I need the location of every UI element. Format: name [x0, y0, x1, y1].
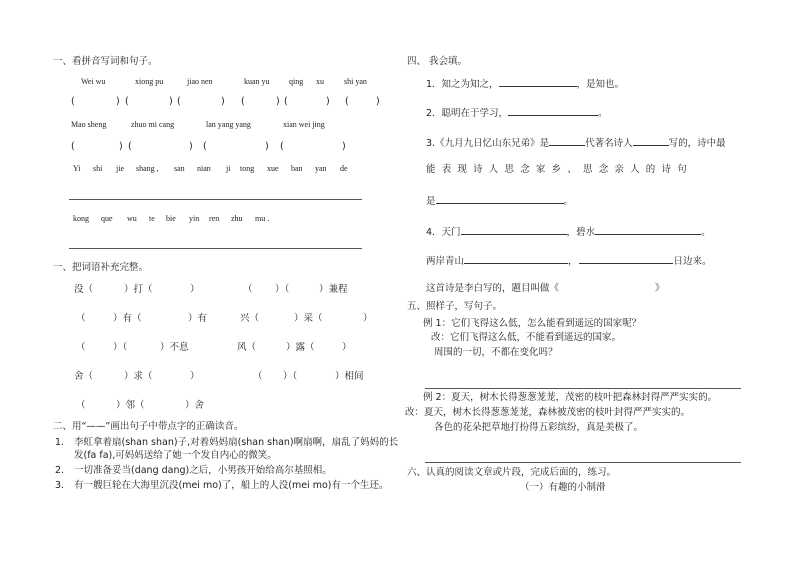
idiom-fragment: ）: [190, 284, 200, 295]
sentence-pinyin: zhu: [231, 214, 243, 223]
idiom-fragment: （: [76, 313, 86, 324]
idiom-fragment: ）兼程: [319, 284, 348, 295]
paren: (: [280, 141, 284, 152]
blank[interactable]: [633, 136, 669, 146]
idiom-fragment: 兴（: [240, 313, 260, 324]
idiom-fragment: 舍（: [74, 371, 94, 382]
paren: (: [71, 96, 75, 107]
pinyin-8: Mao sheng: [71, 120, 107, 129]
idiom-fragment: （: [76, 400, 86, 411]
idiom-fragment: ）舍: [185, 400, 205, 411]
fill-q4: 4．天门 ，碧水 。: [426, 227, 711, 238]
idiom-fragment: ）（: [113, 342, 128, 353]
pinyin-10: lan yang yang: [206, 120, 251, 129]
idiom-fragment: ）: [363, 313, 373, 324]
answer-line-1[interactable]: [69, 199, 362, 200]
paren: (: [345, 96, 349, 107]
example-2-change: 改：夏天，树木长得葱葱茏茏，森林被茂密的枝叶封得严严实实的。: [405, 407, 691, 418]
item-text: 李虹拿着扇(shan shan)子,对着妈妈扇(shan shan)啊扇啊，扇乱了妈妈的长: [74, 437, 399, 448]
example-1-change: 改：它们飞得这么低，不能看到遥远的国家。: [431, 332, 622, 343]
sentence-pinyin: shi: [93, 164, 103, 173]
blank[interactable]: [461, 225, 567, 235]
idiom-fragment: ）不息: [160, 342, 189, 353]
answer-line-2[interactable]: [69, 248, 362, 249]
idiom-fragment: ）打（: [124, 284, 153, 295]
blank[interactable]: [579, 254, 673, 264]
paren: ): [276, 96, 280, 107]
sentence-pinyin: yan: [315, 164, 327, 173]
idiom-fragment: 没（: [74, 284, 94, 295]
idiom-fragment: ）邻（: [116, 400, 145, 411]
fill-q4-line2: 两岸青山 ， 日边来。: [426, 256, 712, 267]
sentence-pinyin: bie: [166, 214, 176, 223]
paren: ): [221, 96, 225, 107]
paren: ): [265, 141, 269, 152]
paren: (: [177, 96, 181, 107]
item-number: 1.: [55, 437, 65, 448]
item-text: 发(fa fa),可妈妈送给了她一个发自内心的微笑。: [74, 450, 277, 461]
blank[interactable]: [499, 77, 577, 87]
paren: ): [189, 141, 193, 152]
pinyin-3: jiao nen: [187, 77, 213, 86]
sentence-pinyin: shang ,: [136, 164, 159, 173]
paren: (: [125, 96, 129, 107]
section-5-title: 五、照样子，写句子。: [407, 301, 503, 312]
sentence-pinyin: tong: [240, 164, 255, 173]
fill-q3-line3: 是 。: [426, 196, 574, 207]
paren: ): [119, 141, 123, 152]
sentence-pinyin: xue: [267, 164, 279, 173]
idiom-fragment: ）露（: [286, 342, 315, 353]
example-2: 例 2：夏天，树木长得葱葱茏茏，茂密的枝叶把森林封得严严实实的。: [423, 392, 718, 403]
paren: ): [169, 96, 173, 107]
fill-q1: 1．知之为知之， ，是知也。: [426, 79, 625, 90]
example-1: 例 1：它们飞得这么低，怎么能看到遥远的国家呢？: [423, 318, 642, 329]
fill-q3: 3.《九月九日忆山东兄弟》是 代著名诗人 写的，诗中最: [426, 138, 726, 149]
blank[interactable]: [549, 136, 585, 146]
idiom-fragment: （: [253, 371, 263, 382]
paren: ): [326, 96, 330, 107]
sentence-pinyin: ren: [209, 214, 220, 223]
pinyin-7: shi yan: [344, 77, 367, 86]
pinyin-2: xiong pu: [135, 77, 164, 86]
idiom-fragment: ）（: [275, 284, 290, 295]
idiom-fragment: ）（: [283, 371, 298, 382]
section-3-title: 二、用“——”画出句子中带点字的正确读音。: [53, 421, 244, 432]
pinyin-1: Wei wu: [81, 77, 106, 86]
section-2-title: 一、把词语补充完整。: [53, 262, 149, 273]
blank[interactable]: [595, 225, 701, 235]
idiom-fragment: （: [76, 342, 86, 353]
sentence-pinyin: san: [174, 164, 185, 173]
sentence-pinyin: ban: [291, 164, 303, 173]
question-2: 各色的花朵把草地打扮得五彩缤纷，真是美极了。: [434, 422, 644, 433]
item-number: 3.: [55, 480, 65, 491]
item-text: 一切准备妥当(dang dang)之后，小男孩开始给高尔基照相。: [74, 465, 332, 476]
fill-q2: 2．聪明在于学习， 。: [426, 108, 608, 119]
sentence-pinyin: kong: [73, 214, 89, 223]
blank[interactable]: [464, 254, 568, 264]
blank[interactable]: [436, 194, 564, 204]
question-1: 周围的一切，不都在变化吗？: [434, 347, 558, 358]
answer-line-q1[interactable]: [425, 388, 741, 389]
item-text: 有一艘巨轮在大海里沉没(mei mo)了，船上的人没(mei mo)有一个生还。: [74, 480, 389, 491]
item-number: 2.: [55, 465, 65, 476]
idiom-fragment: ）求（: [124, 371, 153, 382]
paren: (: [203, 141, 207, 152]
idiom-fragment: 风（: [237, 342, 257, 353]
pinyin-9: zhuo mi cang: [131, 120, 175, 129]
idiom-fragment: ）有（: [113, 313, 142, 324]
paren: (: [71, 141, 75, 152]
idiom-fragment: ）相间: [335, 371, 364, 382]
paren: ): [342, 141, 346, 152]
sentence-pinyin: Yi: [73, 164, 81, 173]
sentence-pinyin: nian: [197, 164, 211, 173]
sentence-pinyin: jie: [116, 164, 124, 173]
paren: (: [284, 96, 288, 107]
sentence-pinyin: mu .: [255, 214, 270, 223]
reading-subtitle: （一）有趣的小制滑: [520, 482, 606, 493]
paren: ): [376, 96, 380, 107]
pinyin-4: kuan yu: [244, 77, 270, 86]
paren: (: [241, 96, 245, 107]
sentence-pinyin: que: [101, 214, 113, 223]
section-4-title: 四、 我会填。: [407, 56, 468, 67]
idiom-fragment: ）: [342, 342, 352, 353]
idiom-fragment: ）: [190, 371, 200, 382]
section-1-title: 一、看拼音写词和句子。: [53, 56, 158, 67]
pinyin-6: xu: [316, 77, 324, 86]
sentence-pinyin: ji: [226, 164, 231, 173]
pinyin-11: xian wei jing: [283, 120, 325, 129]
answer-line-q2[interactable]: [425, 462, 741, 463]
sentence-pinyin: wu: [127, 214, 137, 223]
blank[interactable]: [508, 106, 598, 116]
sentence-pinyin: yin: [189, 214, 200, 223]
pinyin-5: qing: [289, 77, 304, 86]
idiom-fragment: （: [243, 284, 253, 295]
sentence-pinyin: de: [340, 164, 348, 173]
section-6-title: 六、认真的阅读文章或片段，完成后面的，练习。: [407, 467, 617, 478]
idiom-fragment: ）采（: [294, 313, 323, 324]
paren: (: [128, 141, 132, 152]
paren: ): [116, 96, 120, 107]
fill-q3-line2: 能表现诗人思念家乡、思念亲人的诗句: [426, 164, 693, 175]
fill-q4-line3: 这首诗是李白写的，题目叫做《 》: [426, 283, 665, 294]
sentence-pinyin: te: [149, 214, 155, 223]
idiom-fragment: ）有: [188, 313, 208, 324]
